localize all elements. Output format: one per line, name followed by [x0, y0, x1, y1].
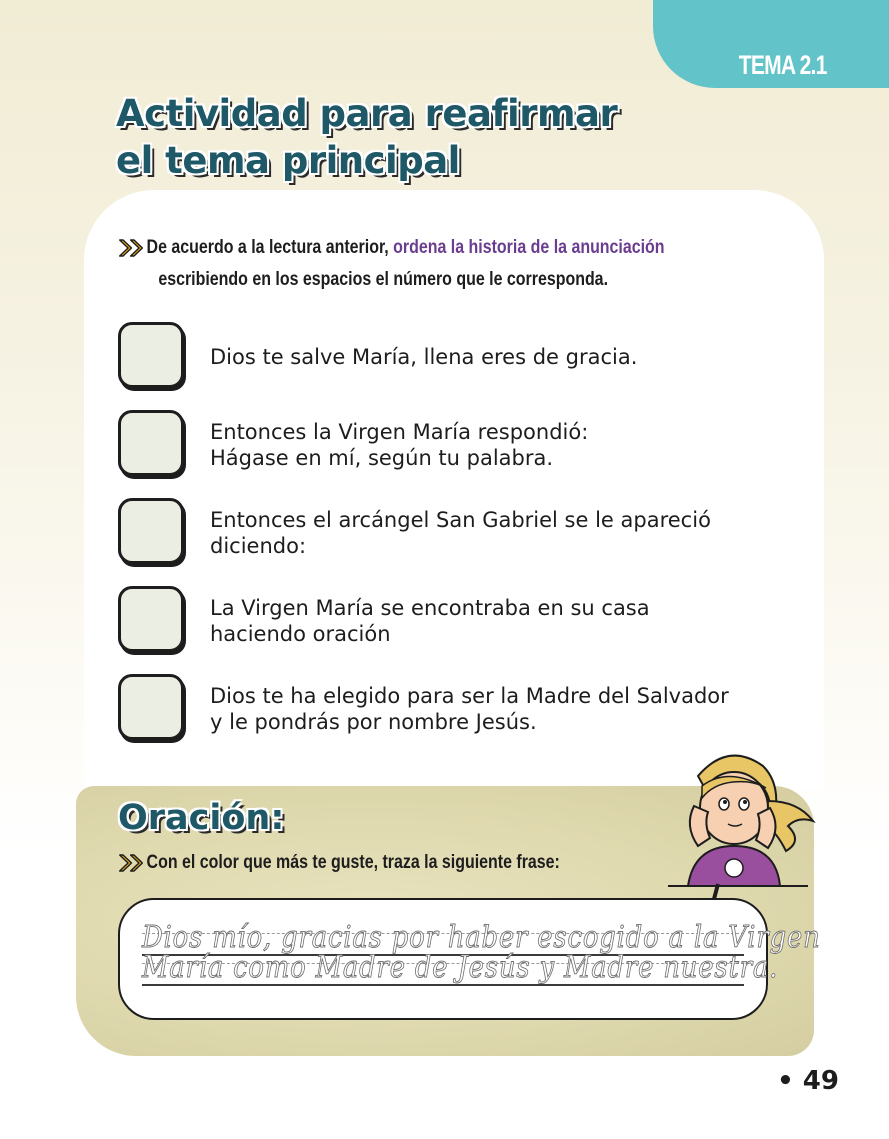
item-text: Entonces el arcángel San Gabriel se le apareció diciendo: — [210, 508, 711, 558]
item-text: Entonces la Virgen María respondió: Hágase en mí, según tu palabra. — [210, 420, 589, 470]
thinking-girl-illustration — [658, 746, 818, 921]
number-box[interactable] — [118, 322, 184, 388]
ordering-item — [118, 410, 798, 480]
ordering-item — [118, 498, 798, 568]
instruction-highlight: ordena la historia de la anunciación — [393, 237, 665, 258]
trace-text-line1: Dios mío, gracias por haber escogido a la Virgen — [142, 920, 821, 955]
number-box[interactable] — [118, 410, 184, 476]
activity-title-line1: Actividad para reafirmar — [116, 92, 618, 135]
number-box[interactable] — [118, 586, 184, 652]
prayer-instruction — [118, 852, 560, 874]
ordering-item — [118, 586, 798, 656]
ordering-item — [118, 322, 798, 392]
double-chevron-right-icon — [118, 238, 147, 258]
activity-title-line2: el tema principal — [116, 139, 460, 182]
trace-box[interactable] — [118, 898, 821, 1020]
page-number: • 49 — [777, 1066, 839, 1096]
activity-instruction — [118, 232, 758, 296]
item-text: Dios te ha elegido para ser la Madre del Salvador y le pondrás por nombre Jesús. — [210, 684, 729, 734]
prayer-title: Oración: — [118, 798, 285, 838]
item-text: La Virgen María se encontraba en su casa haciendo oración — [210, 596, 650, 646]
instruction-part2: escribiendo en los espacios el número que le corresponda. — [158, 269, 609, 290]
tema-label: TEMA 2.1 — [739, 50, 827, 80]
number-box[interactable] — [118, 498, 184, 564]
double-chevron-right-icon — [118, 853, 147, 873]
number-box[interactable] — [118, 674, 184, 740]
prayer-instruction-text: Con el color que más te guste, traza la siguiente frase: — [146, 852, 560, 873]
ordering-item — [118, 674, 798, 744]
activity-title — [116, 90, 636, 184]
trace-text-line2: María como Madre de Jesús y Madre nuestra. — [142, 950, 779, 985]
instruction-part1: De acuerdo a la lectura anterior, — [146, 237, 394, 258]
item-text: Dios te salve María, llena eres de gracia. — [210, 345, 638, 369]
